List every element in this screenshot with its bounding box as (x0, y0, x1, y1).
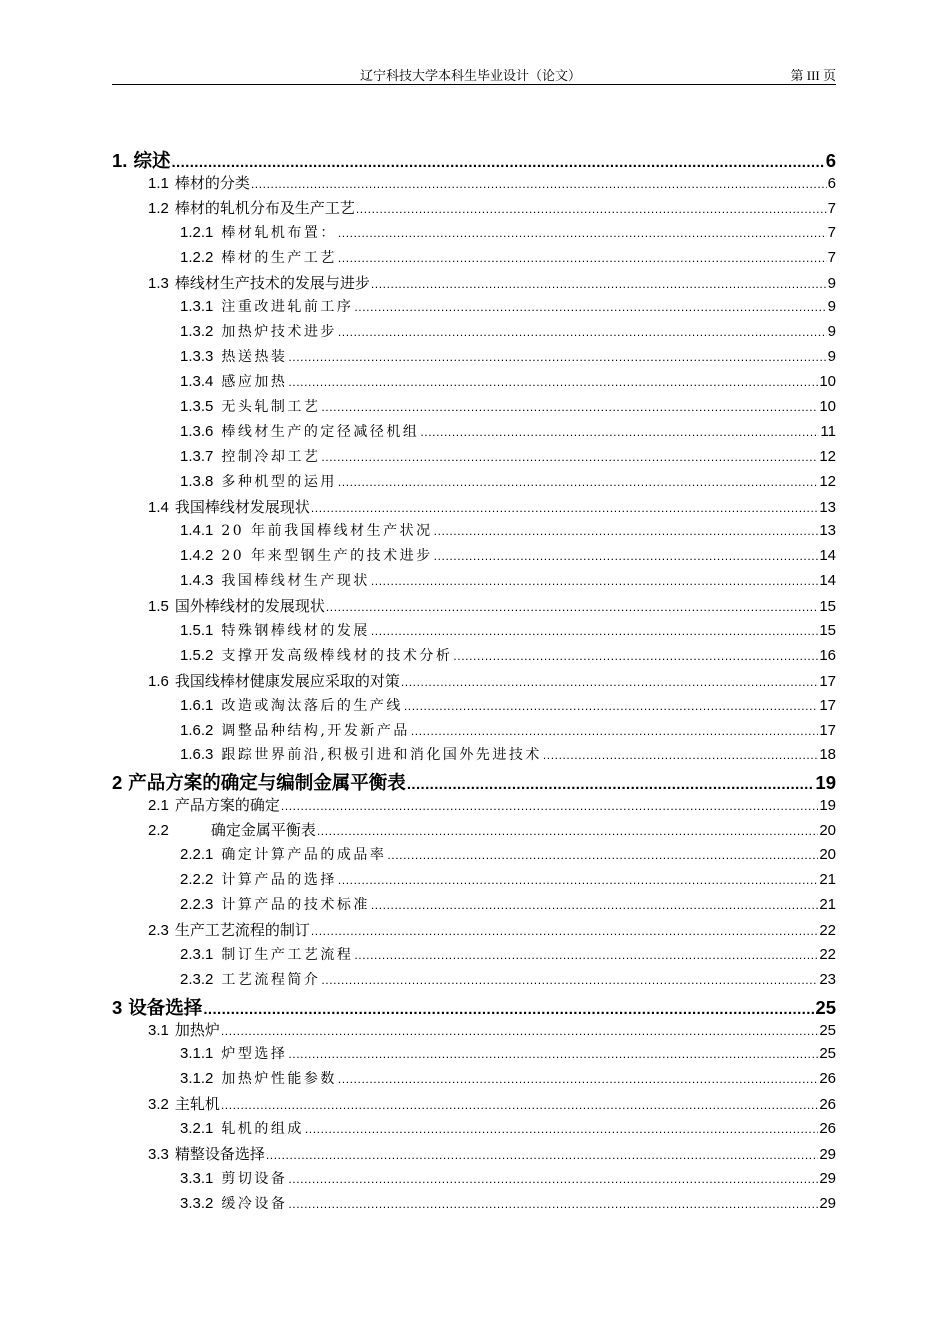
toc-dot-leader (338, 226, 827, 240)
toc-entry-title: 棒线材生产的定径减径机组 (221, 423, 420, 440)
toc-entry-number: 2.1 (148, 797, 169, 815)
toc-entry-number: 1.3.1 (180, 298, 214, 316)
toc-entry-page: 6 (827, 175, 836, 192)
toc-entry[interactable] (112, 819, 836, 844)
toc-entry-title: 综述 (133, 150, 171, 171)
toc-entry-title: 国外棒线材的发展现状 (174, 598, 325, 616)
toc-entry-number: 1.3.6 (180, 422, 214, 440)
toc-entry-number: 2.2.3 (180, 895, 214, 913)
toc-entry[interactable] (112, 1143, 836, 1168)
toc-entry-title: 炉型选择 (221, 1046, 288, 1063)
toc-entry-number: 1.6 (148, 672, 169, 690)
toc-entry-title: 改造或淘汰落后的生产线 (221, 697, 403, 714)
toc-entry-title: 热送热装 (221, 349, 288, 366)
toc-entry-page: 20 (819, 822, 836, 840)
toc-entry[interactable] (112, 396, 836, 421)
toc-entry-page: 17 (819, 672, 836, 690)
toc-entry[interactable] (112, 794, 836, 819)
toc-entry[interactable] (112, 969, 836, 994)
toc-entry-page: 6 (825, 150, 836, 171)
toc-entry-title: 跟踪世界前沿,积极引进和消化国外先进技术 (221, 747, 542, 764)
toc-entry-number: 2.2 (148, 822, 169, 840)
toc-entry-page: 21 (819, 871, 836, 889)
toc-entry[interactable] (112, 1043, 836, 1068)
toc-entry-page: 13 (819, 522, 836, 540)
toc-entry[interactable] (112, 720, 836, 745)
toc-entry-number: 3.1 (148, 1021, 169, 1039)
toc-dot-leader (288, 1047, 818, 1061)
toc-entry-title: 产品方案的确定与编制金属平衡表 (128, 772, 406, 794)
toc-dot-leader (411, 724, 818, 738)
toc-entry-page: 17 (819, 696, 836, 714)
toc-entry[interactable] (112, 421, 836, 446)
toc-entry-title: 棒材轧机布置： (221, 224, 337, 241)
toc-entry[interactable] (112, 172, 836, 197)
toc-entry-title: 生产工艺流程的制订 (174, 921, 310, 939)
toc-entry-page: 15 (819, 622, 836, 640)
toc-entry-title: 精整设备选择 (174, 1145, 265, 1163)
toc-dot-leader (338, 475, 818, 489)
toc-entry-page: 26 (819, 1070, 836, 1088)
toc-entry-title: 工艺流程简介 (221, 971, 321, 988)
toc-dot-leader (321, 450, 818, 464)
toc-dot-leader (288, 1197, 818, 1211)
toc-entry-title: 控制冷却工艺 (221, 448, 321, 465)
toc-entry-page: 9 (827, 274, 836, 292)
toc-entry-title: 我国棒线材发展现状 (174, 498, 310, 516)
toc-entry-page: 22 (819, 945, 836, 963)
toc-entry-title: 剪切设备 (221, 1170, 288, 1187)
toc-entry-page: 12 (819, 447, 836, 465)
toc-entry-title: 我国棒线材生产现状 (221, 573, 370, 590)
toc-entry-page: 14 (819, 547, 836, 565)
toc-entry-page: 10 (819, 398, 836, 416)
toc-entry-page: 15 (819, 598, 836, 616)
toc-dot-leader (317, 824, 818, 838)
toc-dot-leader (338, 873, 818, 887)
toc-entry-page: 11 (820, 422, 836, 440)
toc-entry[interactable] (112, 944, 836, 969)
toc-entry[interactable] (112, 869, 836, 894)
toc-entry-number: 1.3.3 (180, 348, 214, 366)
toc-entry[interactable] (112, 346, 836, 371)
toc-entry-number: 1.3.4 (180, 373, 214, 391)
toc-dot-leader (354, 948, 818, 962)
toc-entry-number: 1.3.8 (180, 472, 214, 490)
toc-entry-number: 1.5.2 (180, 646, 214, 664)
toc-entry[interactable] (112, 1193, 836, 1218)
toc-dot-leader (434, 524, 819, 538)
toc-entry-number: 1.5 (148, 598, 169, 616)
toc-dot-leader (338, 325, 827, 339)
toc-dot-leader (288, 350, 826, 364)
toc-dot-leader (543, 748, 818, 762)
toc-entry-title: 主轧机 (174, 1096, 220, 1114)
toc-entry-page: 29 (819, 1145, 836, 1163)
toc-entry-title: 加热炉性能参数 (221, 1071, 337, 1088)
toc-entry-page: 22 (819, 921, 836, 939)
toc-entry-page: 21 (819, 895, 836, 913)
toc-dot-leader (354, 300, 826, 314)
toc-dot-leader (434, 549, 819, 563)
toc-entry[interactable] (112, 695, 836, 720)
toc-entry-number: 1.6.2 (180, 721, 214, 739)
toc-entry[interactable] (112, 471, 836, 496)
toc-entry-title: 产品方案的确定 (174, 797, 280, 815)
toc-entry-title: 确定金属平衡表 (210, 822, 316, 840)
toc-entry-page: 29 (819, 1169, 836, 1187)
toc-entry-number: 1.3 (148, 274, 169, 292)
toc-entry-number: 1.3.2 (180, 323, 214, 341)
toc-entry-number: 3.3 (148, 1145, 169, 1163)
toc-entry-page: 9 (827, 298, 836, 316)
toc-entry-number: 2.2.1 (180, 846, 214, 864)
toc-entry-number: 1.6.3 (180, 746, 214, 764)
toc-entry-number: 1.3.5 (180, 398, 214, 416)
toc-dot-leader (288, 1172, 818, 1186)
toc-entry-number: 1.4.1 (180, 522, 214, 540)
toc-entry-number: 1. (112, 150, 128, 171)
toc-entry-title: 设备选择 (128, 996, 203, 1018)
toc-entry-page: 20 (819, 846, 836, 864)
toc-entry[interactable] (112, 620, 836, 645)
toc-entry-number: 3.3.2 (180, 1194, 214, 1212)
toc-entry-page: 26 (819, 1096, 836, 1114)
toc-entry-page: 18 (819, 746, 836, 764)
toc-entry-page: 9 (827, 323, 836, 341)
toc-entry[interactable] (112, 1093, 836, 1118)
toc-entry-page: 7 (827, 248, 836, 266)
toc-dot-leader (453, 649, 818, 663)
toc-entry-number: 3.1.2 (180, 1070, 214, 1088)
page-header (112, 62, 836, 85)
toc-entry-number: 1.2 (148, 199, 169, 217)
toc-dot-leader (338, 251, 827, 265)
toc-dot-leader (203, 1001, 814, 1018)
toc-entry-title: 注重改进轧前工序 (221, 299, 354, 316)
toc-entry[interactable] (112, 147, 836, 172)
toc-entry-number: 2.2.2 (180, 871, 214, 889)
toc-entry-title: 缓冷设备 (221, 1195, 288, 1212)
toc-entry[interactable] (112, 595, 836, 620)
toc-dot-leader (288, 375, 818, 389)
toc-entry[interactable] (112, 247, 836, 272)
header-school-title: 辽宁科技大学本科生毕业设计（论文） (360, 68, 582, 83)
toc-entry-page: 10 (819, 373, 836, 391)
toc-entry-page: 19 (819, 797, 836, 815)
toc-entry-page: 14 (819, 572, 836, 590)
toc-entry-page: 19 (815, 772, 836, 794)
toc-entry-title: 我国线棒材健康发展应采取的对策 (174, 672, 400, 690)
toc-entry-number: 2.3.1 (180, 945, 214, 963)
toc-entry[interactable] (112, 570, 836, 595)
toc-entry[interactable] (112, 1118, 836, 1143)
toc-entry-title: 调整品种结构,开发新产品 (221, 722, 410, 739)
toc-dot-leader (404, 699, 818, 713)
toc-entry-number: 3.2.1 (180, 1120, 214, 1138)
toc-dot-leader (251, 177, 827, 191)
toc-entry-page: 9 (827, 348, 836, 366)
toc-entry[interactable] (112, 197, 836, 222)
toc-entry-title: 感应加热 (221, 374, 288, 391)
toc-dot-leader (371, 277, 827, 291)
toc-entry-title: 棒线材生产技术的发展与进步 (174, 274, 370, 292)
toc-entry-title: 棒材的分类 (174, 175, 250, 192)
toc-dot-leader (371, 898, 818, 912)
toc-dot-leader (371, 574, 818, 588)
toc-entry-page: 13 (819, 498, 836, 516)
toc-entry-number: 1.1 (148, 175, 169, 192)
toc-entry[interactable] (112, 272, 836, 297)
toc-entry-page: 7 (827, 199, 836, 217)
toc-entry-title: 20 年前我国棒线材生产状况 (221, 523, 433, 540)
toc-dot-leader (407, 776, 815, 793)
toc-dot-leader (311, 501, 818, 515)
toc-dot-leader (305, 1122, 818, 1136)
toc-entry-page: 12 (819, 472, 836, 490)
toc-entry-title: 20 年来型钢生产的技术进步 (221, 548, 433, 565)
toc-dot-leader (221, 1098, 818, 1112)
toc-dot-leader (401, 675, 818, 689)
toc-entry[interactable] (112, 520, 836, 545)
toc-entry[interactable] (112, 994, 836, 1019)
table-of-contents (112, 147, 836, 1218)
toc-entry-number: 1.5.1 (180, 622, 214, 640)
toc-dot-leader (311, 924, 818, 938)
toc-dot-leader (420, 425, 819, 439)
toc-dot-leader (321, 400, 818, 414)
toc-entry-number: 1.2.1 (180, 223, 214, 241)
toc-entry-number: 1.3.7 (180, 447, 214, 465)
toc-entry-title: 多种机型的运用 (221, 473, 337, 490)
toc-entry-number: 1.6.1 (180, 696, 214, 714)
toc-entry-number: 1.4 (148, 498, 169, 516)
toc-entry[interactable] (112, 222, 836, 247)
toc-entry[interactable] (112, 545, 836, 570)
toc-entry[interactable] (112, 496, 836, 521)
toc-entry-title: 棒材的生产工艺 (221, 249, 337, 266)
toc-entry-page: 23 (819, 970, 836, 988)
toc-entry-page: 25 (819, 1021, 836, 1039)
toc-dot-leader (221, 1024, 818, 1038)
toc-dot-leader (326, 600, 818, 614)
toc-entry-number: 2 (112, 772, 123, 794)
toc-dot-leader (338, 1072, 818, 1086)
toc-entry[interactable] (112, 446, 836, 471)
header-page-number: 第 III 页 (790, 68, 836, 83)
toc-entry[interactable] (112, 1068, 836, 1093)
toc-dot-leader (356, 202, 827, 216)
toc-entry[interactable] (112, 645, 836, 670)
toc-entry[interactable] (112, 894, 836, 919)
toc-entry-title: 计算产品的选择 (221, 872, 337, 889)
toc-entry[interactable] (112, 371, 836, 396)
toc-entry-title: 轧机的组成 (221, 1121, 304, 1138)
toc-entry[interactable] (112, 769, 836, 794)
toc-entry-page: 16 (819, 646, 836, 664)
toc-entry-title: 棒材的轧机分布及生产工艺 (174, 199, 355, 217)
toc-entry-page: 7 (827, 223, 836, 241)
toc-entry-title: 加热炉技术进步 (221, 324, 337, 341)
toc-entry[interactable] (112, 1168, 836, 1193)
toc-entry[interactable] (112, 296, 836, 321)
toc-entry[interactable] (112, 321, 836, 346)
toc-dot-leader (371, 624, 818, 638)
toc-entry-title: 加热炉 (174, 1021, 220, 1039)
toc-entry-number: 1.2.2 (180, 248, 214, 266)
toc-dot-leader (387, 848, 818, 862)
toc-dot-leader (321, 973, 818, 987)
toc-entry[interactable] (112, 919, 836, 944)
toc-entry-page: 25 (819, 1045, 836, 1063)
toc-entry[interactable] (112, 1019, 836, 1044)
toc-entry-number: 2.3.2 (180, 970, 214, 988)
toc-dot-leader (281, 799, 818, 813)
toc-entry-number: 3.2 (148, 1096, 169, 1114)
toc-dot-leader (266, 1148, 818, 1162)
toc-entry-number: 2.3 (148, 921, 169, 939)
toc-entry-number: 1.4.2 (180, 547, 214, 565)
toc-entry-number: 3.1.1 (180, 1045, 214, 1063)
toc-entry-title: 计算产品的技术标准 (221, 896, 370, 913)
toc-dot-leader (171, 154, 824, 171)
toc-entry-number: 3.3.1 (180, 1169, 214, 1187)
toc-entry-title: 制订生产工艺流程 (221, 946, 354, 963)
toc-entry-title: 确定计算产品的成品率 (221, 847, 387, 864)
toc-entry-title: 特殊钢棒线材的发展 (221, 623, 370, 640)
toc-entry-page: 17 (819, 721, 836, 739)
toc-entry[interactable] (112, 744, 836, 769)
toc-entry[interactable] (112, 670, 836, 695)
toc-entry-page: 26 (819, 1120, 836, 1138)
toc-entry-title: 支撑开发高级棒线材的技术分析 (221, 647, 453, 664)
toc-entry-page: 29 (819, 1194, 836, 1212)
toc-entry[interactable] (112, 844, 836, 869)
toc-entry-number: 3 (112, 996, 123, 1018)
toc-entry-number: 1.4.3 (180, 572, 214, 590)
toc-entry-page: 25 (815, 996, 836, 1018)
toc-entry-title: 无头轧制工艺 (221, 399, 321, 416)
